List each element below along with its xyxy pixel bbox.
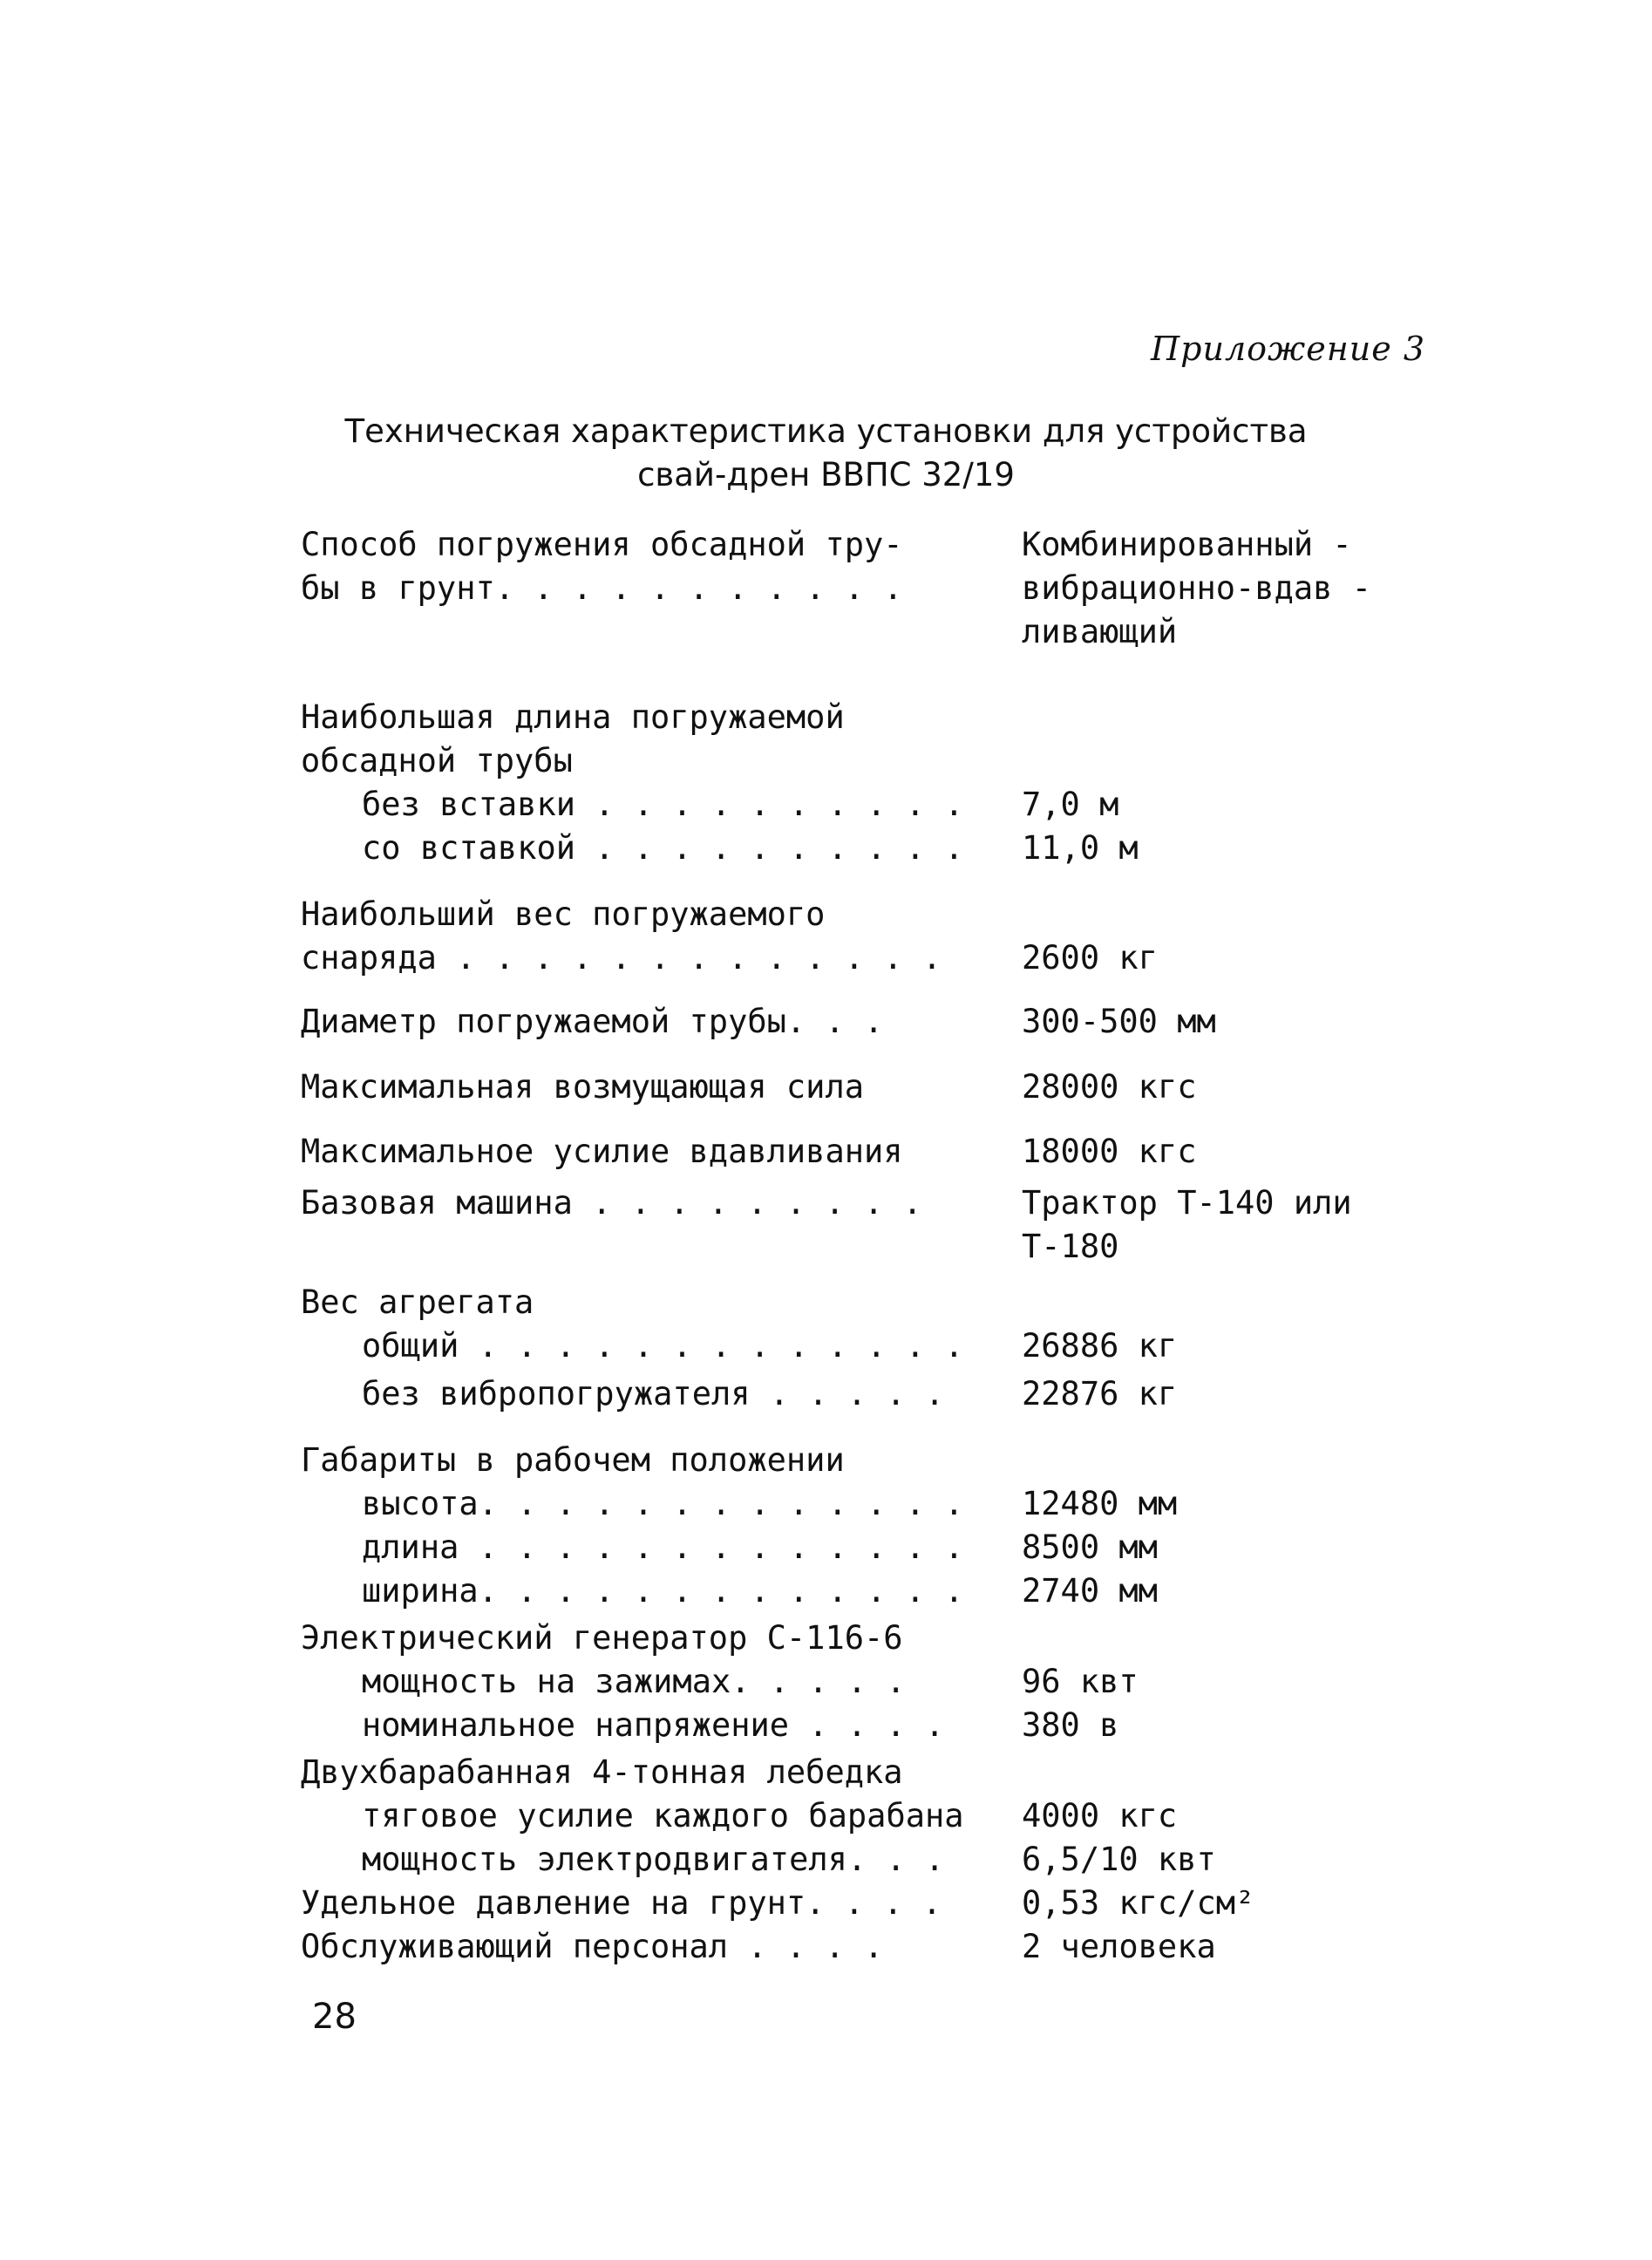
spec-row — [0, 1923, 1652, 1971]
spec-row — [0, 1323, 1652, 1370]
spec-row — [0, 1749, 1652, 1796]
spec-row — [0, 1568, 1652, 1615]
spec-value: 26886 кг — [1022, 1327, 1178, 1365]
spec-row — [0, 1658, 1652, 1705]
spec-label: общий . . . . . . . . . . . . . — [362, 1327, 964, 1365]
spec-value: 2740 мм — [1022, 1572, 1158, 1610]
spec-label: без вибропогружателя . . . . . — [362, 1375, 945, 1412]
spec-value: 0,53 кгс/см² — [1022, 1884, 1255, 1922]
document-title — [0, 410, 1652, 497]
spec-label: Наибольшая длина погружаемой — [301, 698, 845, 736]
spec-label: Габариты в рабочем положении — [301, 1441, 845, 1479]
spec-label: Базовая машина . . . . . . . . . — [301, 1184, 922, 1222]
spec-value: Комбинированный - — [1022, 526, 1352, 563]
spec-row — [0, 1371, 1652, 1418]
page-number: 28 — [312, 1997, 357, 2037]
spec-row — [0, 521, 1652, 568]
spec-value: 2600 кг — [1022, 939, 1158, 977]
spec-label: мощность электродвигателя. . . — [362, 1841, 945, 1878]
spec-label: ширина. . . . . . . . . . . . . — [362, 1572, 964, 1610]
spec-row — [0, 694, 1652, 741]
spec-label: длина . . . . . . . . . . . . . — [362, 1528, 964, 1566]
spec-label: Электрический генератор С-116-6 — [301, 1619, 903, 1657]
spec-row — [0, 1180, 1652, 1227]
spec-row — [0, 1481, 1652, 1528]
appendix-label: Приложение 3 — [1151, 330, 1425, 368]
spec-row — [0, 1880, 1652, 1927]
spec-row — [0, 1524, 1652, 1571]
spec-label: Двухбарабанная 4-тонная лебедка — [301, 1753, 903, 1791]
spec-row — [0, 738, 1652, 785]
spec-row — [0, 935, 1652, 982]
spec-row — [0, 1702, 1652, 1749]
spec-row — [0, 1128, 1652, 1175]
spec-value: 96 квт — [1022, 1663, 1139, 1700]
spec-value: 22876 кг — [1022, 1375, 1178, 1412]
title-line-1: Техническая характеристика установки для устройства — [344, 412, 1308, 450]
spec-row — [0, 565, 1652, 612]
spec-row — [0, 825, 1652, 872]
spec-value: 6,5/10 квт — [1022, 1841, 1216, 1878]
spec-value: 12480 мм — [1022, 1485, 1178, 1522]
spec-row — [0, 1064, 1652, 1111]
spec-value: 7,0 м — [1022, 786, 1119, 823]
spec-row — [0, 609, 1652, 656]
spec-value: вибрационно-вдав - — [1022, 569, 1371, 607]
spec-row — [0, 1437, 1652, 1484]
spec-value: Т-180 — [1022, 1228, 1119, 1265]
spec-row — [0, 1793, 1652, 1840]
spec-label: Наибольший вес погружаемого — [301, 895, 826, 933]
spec-row — [0, 1223, 1652, 1270]
spec-label: Максимальное усилие вдавливания — [301, 1133, 903, 1170]
spec-label: обсадной трубы — [301, 742, 573, 779]
spec-row — [0, 891, 1652, 938]
spec-label: Обслуживающий персонал . . . . — [301, 1928, 884, 1965]
spec-label: Вес агрегата — [301, 1283, 534, 1321]
spec-value: 380 в — [1022, 1706, 1119, 1744]
spec-row — [0, 1279, 1652, 1326]
spec-label: высота. . . . . . . . . . . . . — [362, 1485, 964, 1522]
spec-label: мощность на зажимах. . . . . — [362, 1663, 906, 1700]
spec-label: номинальное напряжение . . . . — [362, 1706, 945, 1744]
spec-value: 300-500 мм — [1022, 1003, 1216, 1040]
spec-value: 28000 кгс — [1022, 1068, 1197, 1106]
spec-row — [0, 998, 1652, 1045]
spec-row — [0, 1615, 1652, 1662]
spec-label: без вставки . . . . . . . . . . — [362, 786, 964, 823]
spec-value: 8500 мм — [1022, 1528, 1158, 1566]
spec-row — [0, 1836, 1652, 1883]
spec-label: Максимальная возмущающая сила — [301, 1068, 865, 1106]
spec-value: Трактор Т-140 или — [1022, 1184, 1352, 1222]
spec-label: бы в грунт. . . . . . . . . . . — [301, 569, 903, 607]
spec-label: снаряда . . . . . . . . . . . . . — [301, 939, 942, 977]
spec-value: 18000 кгс — [1022, 1133, 1197, 1170]
spec-label: Способ погружения обсадной тру- — [301, 526, 903, 563]
spec-value: ливающий — [1022, 613, 1178, 650]
spec-value: 2 человека — [1022, 1928, 1216, 1965]
spec-label: со вставкой . . . . . . . . . . — [362, 829, 964, 867]
spec-row — [0, 781, 1652, 828]
spec-label: тяговое усилие каждого барабана — [362, 1797, 964, 1835]
spec-label: Диаметр погружаемой трубы. . . — [301, 1003, 884, 1040]
spec-value: 11,0 м — [1022, 829, 1139, 867]
spec-value: 4000 кгс — [1022, 1797, 1178, 1835]
spec-label: Удельное давление на грунт. . . . — [301, 1884, 942, 1922]
title-line-2: свай-дрен ВВПС 32/19 — [637, 456, 1015, 494]
